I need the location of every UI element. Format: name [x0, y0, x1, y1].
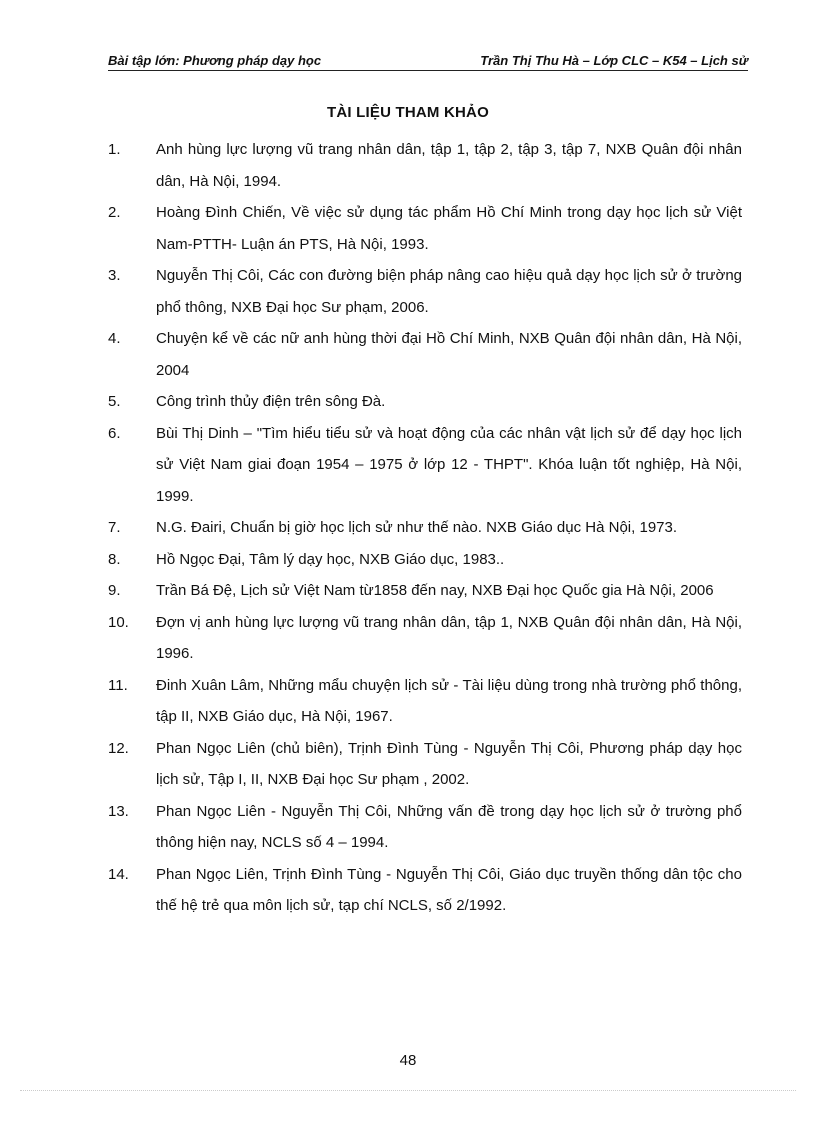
- reference-item: [108, 134, 742, 197]
- reference-number: 9.: [108, 582, 121, 599]
- reference-number: 3.: [108, 267, 121, 284]
- reference-item: [108, 796, 742, 859]
- reference-text: Phan Ngọc Liên (chủ biên), Trịnh Đình Tùng - Nguyễn Thị Côi, Phương pháp dạy học lịch sử, Tập I, II, NXB Đại học Sư phạm , 2002.: [156, 739, 742, 788]
- reference-item: [108, 607, 742, 670]
- reference-text: N.G. Đairi, Chuẩn bị giờ học lịch sử như thế nào. NXB Giáo dục Hà Nội, 1973.: [156, 519, 678, 536]
- page-bottom-divider: [20, 1090, 796, 1091]
- reference-text: Anh hùng lực lượng vũ trang nhân dân, tập 1, tập 2, tập 3, tập 7, NXB Quân đội nhân dân, Hà Nội, 1994.: [156, 141, 742, 190]
- header-course-title: Bài tập lớn: Phương pháp dạy học: [108, 53, 322, 68]
- page-header: [108, 52, 748, 72]
- reference-item: [108, 418, 742, 513]
- reference-text: Bùi Thị Dinh – "Tìm hiểu tiểu sử và hoạt động của các nhân vật lịch sử để dạy học lịch sử Việt Nam giai đoạn 1954 – 1975 ở lớp 12 - THPT". Khóa luận tốt nghiệp, Hà Nội, 1999.: [156, 424, 742, 505]
- reference-item: [108, 386, 742, 418]
- header-rule: [108, 70, 748, 71]
- reference-number: 1.: [108, 141, 121, 158]
- page-title: TÀI LIỆU THAM KHẢO: [327, 104, 489, 121]
- reference-number: 14.: [108, 865, 129, 883]
- reference-number: 12.: [108, 739, 129, 757]
- reference-text: Nguyễn Thị Côi, Các con đường biện pháp nâng cao hiệu quả dạy học lịch sử ở trường phổ thông, NXB Đại học Sư phạm, 2006.: [156, 267, 742, 316]
- reference-text: Trần Bá Đệ, Lịch sử Việt Nam từ1858 đến nay, NXB Đại học Quốc gia Hà Nội, 2006: [156, 582, 714, 599]
- reference-list: [108, 134, 742, 922]
- reference-number: 8.: [108, 550, 121, 568]
- reference-number: 6.: [108, 424, 121, 442]
- reference-item: [108, 260, 742, 323]
- reference-item: [108, 544, 742, 576]
- reference-item: [108, 197, 742, 260]
- reference-number: 4.: [108, 330, 121, 347]
- reference-text: Đợn vị anh hùng lực lượng vũ trang nhân dân, tập 1, NXB Quân đội nhân dân, Hà Nội, 1996.: [156, 613, 742, 662]
- reference-item: [108, 575, 742, 607]
- page-number: 48: [399, 1052, 417, 1069]
- reference-number: 11.: [108, 676, 128, 694]
- reference-item: [108, 859, 742, 922]
- reference-text: Hồ Ngọc Đại, Tâm lý dạy học, NXB Giáo dục, 1983..: [156, 550, 505, 568]
- reference-text: Chuyện kể về các nữ anh hùng thời đại Hồ Chí Minh, NXB Quân đội nhân dân, Hà Nội, 2004: [156, 330, 742, 379]
- reference-item: [108, 323, 742, 386]
- header-author: Trần Thị Thu Hà – Lớp CLC – K54 – Lịch sử: [480, 53, 748, 68]
- reference-text: Công trình thủy điện trên sông Đà.: [156, 393, 386, 410]
- reference-text: Đinh Xuân Lâm, Những mẩu chuyện lịch sử - Tài liệu dùng trong nhà trường phổ thông, tập II, NXB Giáo dục, Hà Nội, 1967.: [156, 676, 742, 725]
- reference-number: 13.: [108, 802, 129, 820]
- reference-text: Hoàng Đình Chiến, Về việc sử dụng tác phẩm Hồ Chí Minh trong dạy học lịch sử Việt Nam-PTTH- Luận án PTS, Hà Nội, 1993.: [156, 204, 742, 253]
- reference-number: 10.: [108, 613, 129, 631]
- reference-number: 7.: [108, 519, 121, 536]
- reference-item: [108, 512, 742, 544]
- reference-number: 5.: [108, 393, 121, 410]
- reference-item: [108, 670, 742, 733]
- reference-number: 2.: [108, 204, 121, 221]
- reference-text: Phan Ngọc Liên - Nguyễn Thị Côi, Những vấn đề trong dạy học lịch sử ở trường phổ thông hiện nay, NCLS số 4 – 1994.: [156, 802, 742, 851]
- reference-text: Phan Ngọc Liên, Trịnh Đình Tùng - Nguyễn Thị Côi, Giáo dục truyền thống dân tộc cho thế hệ trẻ qua môn lịch sử, tạp chí NCLS, số 2/1992.: [156, 865, 742, 914]
- reference-item: [108, 733, 742, 796]
